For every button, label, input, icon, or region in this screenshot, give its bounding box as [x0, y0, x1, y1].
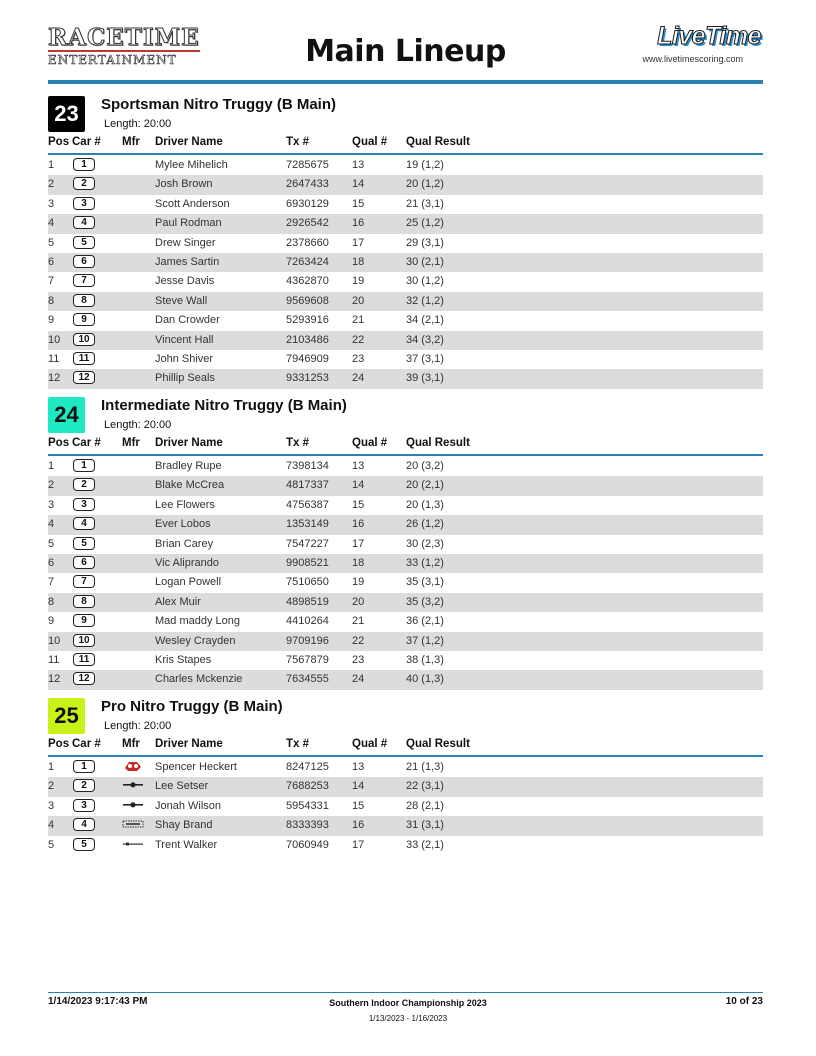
qual-result-cell: 38 (1,3): [406, 653, 444, 666]
qual-result-cell: 19 (1,2): [406, 159, 444, 171]
racetime-logo-line1: RACETIME: [48, 24, 200, 51]
qual-result-cell: 21 (3,1): [406, 197, 444, 210]
col-tx: Tx #: [286, 437, 310, 449]
pos-cell: 5: [48, 838, 55, 851]
column-header-row: [48, 738, 763, 755]
table-row: [48, 292, 763, 311]
driver-name-cell: Paul Rodman: [155, 217, 222, 230]
transponder-cell: 9331253: [286, 372, 329, 385]
qual-result-cell: 36 (2,1): [406, 615, 444, 628]
qual-result-cell: 26 (1,2): [406, 518, 444, 531]
pos-cell: 10: [48, 333, 61, 346]
transponder-cell: 4362870: [286, 275, 329, 288]
pos-cell: 5: [48, 236, 55, 249]
car-number-badge: 4: [73, 517, 95, 530]
car-number-badge: 5: [73, 236, 95, 249]
qual-position-cell: 17: [352, 236, 365, 249]
pos-cell: 2: [48, 780, 55, 793]
qual-position-cell: 17: [352, 537, 365, 550]
car-number-badge: 12: [73, 672, 95, 685]
transponder-cell: 4817337: [286, 479, 329, 492]
car-number-badge: 7: [73, 575, 95, 588]
footer-event-name: Southern Indoor Championship 2023: [329, 998, 487, 1008]
header-rule: [48, 80, 763, 84]
table-row: [48, 175, 763, 194]
driver-name-cell: Alex Muir: [155, 595, 201, 608]
pos-cell: 9: [48, 314, 55, 327]
transponder-cell: 9908521: [286, 556, 329, 569]
driver-name-cell: Lee Flowers: [155, 498, 215, 511]
table-row: [48, 214, 763, 233]
driver-name-cell: Wesley Crayden: [155, 634, 236, 647]
qual-result-cell: 29 (3,1): [406, 236, 444, 249]
driver-name-cell: Trent Walker: [155, 838, 218, 851]
qual-result-cell: 33 (1,2): [406, 556, 444, 569]
driver-name-cell: Charles Mckenzie: [155, 673, 243, 686]
qual-position-cell: 19: [352, 275, 365, 288]
col-car: Car #: [72, 437, 101, 449]
pos-cell: 10: [48, 634, 61, 647]
lineup-rows: [48, 156, 763, 389]
car-number-badge: 11: [73, 653, 95, 666]
driver-name-cell: Jonah Wilson: [155, 799, 222, 812]
qual-result-cell: 40 (1,3): [406, 673, 444, 686]
qual-result-cell: 20 (2,1): [406, 479, 444, 492]
car-number-badge: 2: [73, 177, 95, 190]
col-car: Car #: [72, 136, 101, 148]
table-row: [48, 156, 763, 175]
driver-name-cell: Blake McCrea: [155, 479, 225, 492]
event-length: Length: 20:00: [104, 118, 172, 130]
car-number-badge: 1: [73, 459, 95, 472]
car-number-badge: 10: [73, 333, 95, 346]
driver-name-cell: Spencer Heckert: [155, 761, 237, 773]
car-number-badge: 7: [73, 274, 95, 287]
driver-name-cell: Ever Lobos: [155, 518, 211, 531]
car-number-badge: 11: [73, 352, 95, 365]
pos-cell: 5: [48, 537, 55, 550]
table-row: [48, 670, 763, 689]
car-number-badge: 1: [73, 158, 95, 171]
qual-position-cell: 23: [352, 653, 365, 666]
transponder-cell: 7060949: [286, 838, 329, 851]
table-row: [48, 816, 763, 835]
qual-result-cell: 35 (3,1): [406, 576, 444, 589]
transponder-cell: 4898519: [286, 595, 329, 608]
transponder-cell: 4410264: [286, 615, 329, 628]
page-title: Main Lineup: [305, 34, 506, 69]
driver-name-cell: Mad maddy Long: [155, 615, 240, 628]
table-row: [48, 496, 763, 515]
qual-position-cell: 23: [352, 352, 365, 365]
page-header: [48, 22, 763, 86]
table-row: [48, 457, 763, 476]
transponder-cell: 9569608: [286, 294, 329, 307]
pos-cell: 8: [48, 595, 55, 608]
livetime-brand: LiveTime: [657, 22, 761, 50]
qual-position-cell: 22: [352, 634, 365, 647]
driver-name-cell: Logan Powell: [155, 576, 222, 589]
column-header-row: [48, 136, 763, 153]
transponder-cell: 5954331: [286, 799, 329, 812]
qual-result-cell: 30 (1,2): [406, 275, 444, 288]
qual-position-cell: 24: [352, 673, 365, 686]
col-mfr: Mfr: [122, 136, 140, 148]
table-row: [48, 369, 763, 388]
pos-cell: 12: [48, 673, 61, 686]
qual-result-cell: 28 (2,1): [406, 799, 444, 812]
transponder-cell: 9709196: [286, 634, 329, 647]
pos-cell: 12: [48, 372, 61, 385]
table-row: [48, 777, 763, 796]
table-row: [48, 311, 763, 330]
red-manufacturer-logo-icon: [122, 759, 144, 773]
table-row: [48, 612, 763, 631]
pos-cell: 7: [48, 576, 55, 589]
qual-result-cell: 22 (3,1): [406, 780, 444, 793]
table-row: [48, 331, 763, 350]
qual-result-cell: 20 (1,3): [406, 498, 444, 511]
table-row: [48, 234, 763, 253]
transponder-cell: 2103486: [286, 333, 329, 346]
livetime-url: www.livetimescoring.com: [642, 54, 743, 64]
table-row: [48, 573, 763, 592]
pos-cell: 4: [48, 518, 55, 531]
col-mfr: Mfr: [122, 437, 140, 449]
qual-result-cell: 30 (2,3): [406, 537, 444, 550]
qual-result-cell: 20 (1,2): [406, 178, 444, 191]
qual-result-cell: 33 (2,1): [406, 838, 444, 851]
qual-position-cell: 15: [352, 197, 365, 210]
qual-position-cell: 18: [352, 556, 365, 569]
table-row: [48, 476, 763, 495]
pos-cell: 11: [48, 653, 60, 666]
transponder-cell: 7688253: [286, 780, 329, 793]
pos-cell: 2: [48, 479, 55, 492]
driver-name-cell: Shay Brand: [155, 819, 213, 832]
col-result: Qual Result: [406, 136, 470, 148]
qual-position-cell: 21: [352, 615, 365, 628]
car-number-badge: 10: [73, 634, 95, 647]
car-number-badge: 8: [73, 294, 95, 307]
qual-position-cell: 13: [352, 761, 365, 773]
table-row: [48, 651, 763, 670]
car-number-badge: 5: [73, 838, 95, 851]
table-row: [48, 515, 763, 534]
col-pos: Pos: [48, 136, 70, 148]
table-row: [48, 535, 763, 554]
event-name: Pro Nitro Truggy (B Main): [101, 698, 283, 715]
driver-name-cell: Scott Anderson: [155, 197, 230, 210]
column-rule: [48, 755, 763, 757]
qual-position-cell: 16: [352, 819, 365, 832]
car-number-badge: 4: [73, 216, 95, 229]
pos-cell: 1: [48, 159, 55, 171]
qual-position-cell: 15: [352, 799, 365, 812]
text-manufacturer-logo-icon: [122, 817, 144, 831]
qual-position-cell: 14: [352, 479, 365, 492]
table-row: [48, 797, 763, 816]
qual-position-cell: 16: [352, 518, 365, 531]
col-driver: Driver Name: [155, 437, 223, 449]
qual-result-cell: 34 (2,1): [406, 314, 444, 327]
col-driver: Driver Name: [155, 136, 223, 148]
event-name: Intermediate Nitro Truggy (B Main): [101, 397, 347, 414]
qual-result-cell: 30 (2,1): [406, 255, 444, 268]
event-length: Length: 20:00: [104, 419, 172, 431]
col-qual: Qual #: [352, 738, 388, 750]
qual-position-cell: 22: [352, 333, 365, 346]
pos-cell: 4: [48, 217, 55, 230]
livetime-logo: [613, 22, 763, 64]
car-number-badge: 9: [73, 313, 95, 326]
table-row: [48, 632, 763, 651]
qual-position-cell: 24: [352, 372, 365, 385]
qual-position-cell: 19: [352, 576, 365, 589]
column-header-row: [48, 437, 763, 454]
driver-name-cell: Dan Crowder: [155, 314, 220, 327]
car-number-badge: 9: [73, 614, 95, 627]
transponder-cell: 2926542: [286, 217, 329, 230]
pos-cell: 3: [48, 799, 55, 812]
racetime-logo-line2: ENTERTAINMENT: [48, 53, 177, 67]
car-number-badge: 2: [73, 779, 95, 792]
car-number-badge: 3: [73, 498, 95, 511]
qual-position-cell: 13: [352, 159, 365, 171]
qual-position-cell: 15: [352, 498, 365, 511]
driver-name-cell: Bradley Rupe: [155, 460, 222, 472]
pos-cell: 6: [48, 255, 55, 268]
transponder-cell: 7285675: [286, 159, 329, 171]
qual-position-cell: 14: [352, 178, 365, 191]
car-number-badge: 6: [73, 556, 95, 569]
transponder-cell: 2378660: [286, 236, 329, 249]
event-number-badge: 24: [48, 397, 85, 433]
transponder-cell: 7398134: [286, 460, 329, 472]
driver-name-cell: James Sartin: [155, 255, 220, 268]
column-rule: [48, 454, 763, 456]
car-number-badge: 5: [73, 537, 95, 550]
qual-position-cell: 14: [352, 780, 365, 793]
qual-result-cell: 34 (3,2): [406, 333, 444, 346]
footer-event-dates: 1/13/2023 - 1/16/2023: [368, 1014, 448, 1023]
car-number-badge: 1: [73, 760, 95, 773]
event-number-badge: 23: [48, 96, 85, 132]
pos-cell: 8: [48, 294, 55, 307]
driver-name-cell: Vic Aliprando: [155, 556, 220, 569]
table-row: [48, 195, 763, 214]
transponder-cell: 6930129: [286, 197, 329, 210]
transponder-cell: 7510650: [286, 576, 329, 589]
qual-position-cell: 20: [352, 595, 365, 608]
qual-result-cell: 32 (1,2): [406, 294, 444, 307]
transponder-cell: 5293916: [286, 314, 329, 327]
qual-result-cell: 31 (3,1): [406, 819, 444, 832]
table-row: [48, 350, 763, 369]
qual-position-cell: 16: [352, 217, 365, 230]
pos-cell: 2: [48, 178, 55, 191]
car-number-badge: 4: [73, 818, 95, 831]
pos-cell: 1: [48, 460, 55, 472]
event-number-badge: 25: [48, 698, 85, 734]
table-row: [48, 836, 763, 855]
col-result: Qual Result: [406, 437, 470, 449]
table-row: [48, 253, 763, 272]
transponder-cell: 1353149: [286, 518, 329, 531]
wing-manufacturer-logo-icon: [122, 778, 144, 792]
car-number-badge: 6: [73, 255, 95, 268]
transponder-cell: 8333393: [286, 819, 329, 832]
qual-result-cell: 25 (1,2): [406, 217, 444, 230]
driver-name-cell: Brian Carey: [155, 537, 214, 550]
pos-cell: 9: [48, 615, 55, 628]
pos-cell: 3: [48, 197, 55, 210]
col-pos: Pos: [48, 437, 70, 449]
qual-result-cell: 39 (3,1): [406, 372, 444, 385]
qual-position-cell: 20: [352, 294, 365, 307]
driver-name-cell: Vincent Hall: [155, 333, 214, 346]
car-number-badge: 2: [73, 478, 95, 491]
event-name: Sportsman Nitro Truggy (B Main): [101, 96, 337, 113]
event-length: Length: 20:00: [104, 720, 172, 732]
col-qual: Qual #: [352, 136, 388, 148]
col-mfr: Mfr: [122, 738, 140, 750]
qual-result-cell: 35 (3,2): [406, 595, 444, 608]
pos-cell: 1: [48, 761, 55, 773]
qual-result-cell: 37 (1,2): [406, 634, 444, 647]
transponder-cell: 2647433: [286, 178, 329, 191]
table-row: [48, 758, 763, 777]
qual-result-cell: 37 (3,1): [406, 352, 444, 365]
car-number-badge: 12: [73, 371, 95, 384]
transponder-cell: 4756387: [286, 498, 329, 511]
transponder-cell: 7547227: [286, 537, 329, 550]
column-rule: [48, 153, 763, 155]
lineup-rows: [48, 457, 763, 690]
dash-manufacturer-logo-icon: [122, 837, 144, 851]
driver-name-cell: Mylee Mihelich: [155, 159, 228, 171]
wing-manufacturer-logo-icon: [122, 798, 144, 812]
pos-cell: 7: [48, 275, 55, 288]
col-tx: Tx #: [286, 136, 310, 148]
transponder-cell: 7946909: [286, 352, 329, 365]
qual-position-cell: 13: [352, 460, 365, 472]
qual-position-cell: 17: [352, 838, 365, 851]
driver-name-cell: Phillip Seals: [155, 372, 215, 385]
car-number-badge: 3: [73, 197, 95, 210]
col-driver: Driver Name: [155, 738, 223, 750]
driver-name-cell: John Shiver: [155, 352, 214, 365]
pos-cell: 11: [48, 352, 60, 365]
transponder-cell: 7634555: [286, 673, 329, 686]
col-result: Qual Result: [406, 738, 470, 750]
table-row: [48, 272, 763, 291]
driver-name-cell: Kris Stapes: [155, 653, 212, 666]
driver-name-cell: Drew Singer: [155, 236, 216, 249]
qual-result-cell: 20 (3,2): [406, 460, 444, 472]
col-qual: Qual #: [352, 437, 388, 449]
pos-cell: 6: [48, 556, 55, 569]
pos-cell: 3: [48, 498, 55, 511]
col-pos: Pos: [48, 738, 70, 750]
table-row: [48, 593, 763, 612]
car-number-badge: 3: [73, 799, 95, 812]
footer-rule: [48, 992, 763, 993]
transponder-cell: 8247125: [286, 761, 329, 773]
pos-cell: 4: [48, 819, 55, 832]
qual-position-cell: 21: [352, 314, 365, 327]
col-car: Car #: [72, 738, 101, 750]
transponder-cell: 7263424: [286, 255, 329, 268]
lineup-rows: [48, 758, 763, 855]
driver-name-cell: Josh Brown: [155, 178, 213, 191]
table-row: [48, 554, 763, 573]
transponder-cell: 7567879: [286, 653, 329, 666]
qual-result-cell: 21 (1,3): [406, 761, 444, 773]
driver-name-cell: Steve Wall: [155, 294, 208, 307]
driver-name-cell: Jesse Davis: [155, 275, 215, 288]
qual-position-cell: 18: [352, 255, 365, 268]
footer-timestamp: 1/14/2023 9:17:43 PM: [48, 996, 148, 1007]
car-number-badge: 8: [73, 595, 95, 608]
driver-name-cell: Lee Setser: [155, 780, 209, 793]
col-tx: Tx #: [286, 738, 310, 750]
footer-page-number: 10 of 23: [725, 996, 763, 1007]
